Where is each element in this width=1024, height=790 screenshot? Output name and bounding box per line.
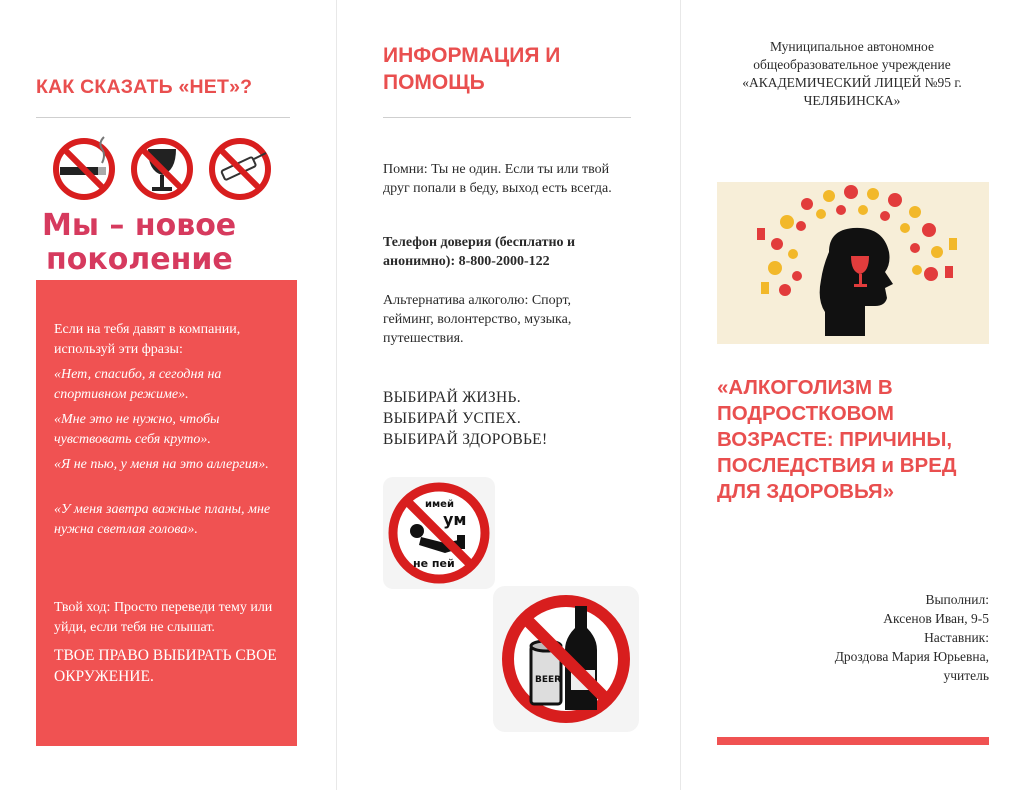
credit-completed-by: Выполнил: <box>925 592 989 607</box>
alternative-text: Альтернатива алкоголю: Спорт, гейминг, волонтерство, музыка, путешествия. <box>383 293 572 346</box>
banner-text-line1: Мы – новое <box>42 208 237 243</box>
title-divider <box>383 117 631 118</box>
right-to-choose-text: ТВОЕ ПРАВО ВЫБИРАТЬ СВОЕ ОКРУЖЕНИЕ. <box>54 647 277 685</box>
bottom-accent-bar <box>717 737 989 745</box>
panel-right <box>680 0 1024 790</box>
can-label: BEER <box>535 675 562 685</box>
panel-left <box>0 0 336 790</box>
no-drugs-icon <box>212 141 268 197</box>
organization-name: Муниципальное автономное общеобразовательное учреждение «АКАДЕМИЧЕСКИЙ ЛИЦЕЙ №95 г. ЧЕЛЯБИНСКА» <box>742 39 962 108</box>
brochure-title: «АЛКОГОЛИЗМ В ПОДРОСТКОВОМ ВОЗРАСТЕ: ПРИЧИНЫ, ПОСЛЕДСТВИЯ и ВРЕД ДЛЯ ЗДОРОВЬЯ» <box>717 376 957 503</box>
your-move-text: Твой ход: Просто переведи тему или уйди, если тебя не слышат. <box>54 600 273 635</box>
alcohol-head-illustration <box>717 182 989 344</box>
choose-health: ВЫБИРАЙ ЗДОРОВЬЕ! <box>383 431 548 448</box>
new-generation-banner <box>36 133 290 275</box>
choose-success: ВЫБИРАЙ УСПЕХ. <box>383 410 522 427</box>
sign-text-bottom: не пей <box>413 557 455 570</box>
phrase-1: «Нет, спасибо, я сегодня на спортивном режиме». <box>54 367 222 402</box>
sign-text-mid: ум <box>443 510 467 529</box>
dont-drink-sign-icon <box>383 477 495 589</box>
hotline-text: Телефон доверия (бесплатно и анонимно): 8-800-2000-122 <box>383 235 576 269</box>
credit-author: Аксенов Иван, 9-5 <box>883 611 989 626</box>
remember-text: Помни: Ты не один. Если ты или твой друг попали в беду, выход есть всегда. <box>383 162 612 196</box>
pressure-advice-box <box>36 280 297 746</box>
sign-text-top: имей <box>425 499 454 510</box>
no-alcohol-bottle-sign-icon <box>493 586 639 732</box>
wine-glass-icon <box>134 141 190 197</box>
choose-life: ВЫБИРАЙ ЖИЗНЬ. <box>383 389 521 406</box>
info-help-title: ИНФОРМАЦИЯ И ПОМОЩЬ <box>383 44 561 94</box>
banner-text-line2: поколение <box>46 242 233 275</box>
credit-mentor-role: учитель <box>943 668 989 683</box>
advice-intro: Если на тебя давят в компании, используй эти фразы: <box>54 322 241 357</box>
panel-middle <box>336 0 680 790</box>
phrase-4: «У меня завтра важные планы, мне нужна светлая голова». <box>54 502 271 537</box>
credit-mentor-name: Дроздова Мария Юрьевна, <box>834 649 989 664</box>
phrase-3: «Я не пью, у меня на это аллергия». <box>54 457 269 472</box>
credit-mentor-label: Наставник: <box>924 630 989 645</box>
how-to-say-no-title: КАК СКАЗАТЬ «НЕТ»? <box>36 76 253 98</box>
no-smoking-icon <box>56 137 112 197</box>
phrase-2: «Мне это не нужно, чтобы чувствовать себя круто». <box>54 412 220 447</box>
title-divider <box>36 117 290 118</box>
